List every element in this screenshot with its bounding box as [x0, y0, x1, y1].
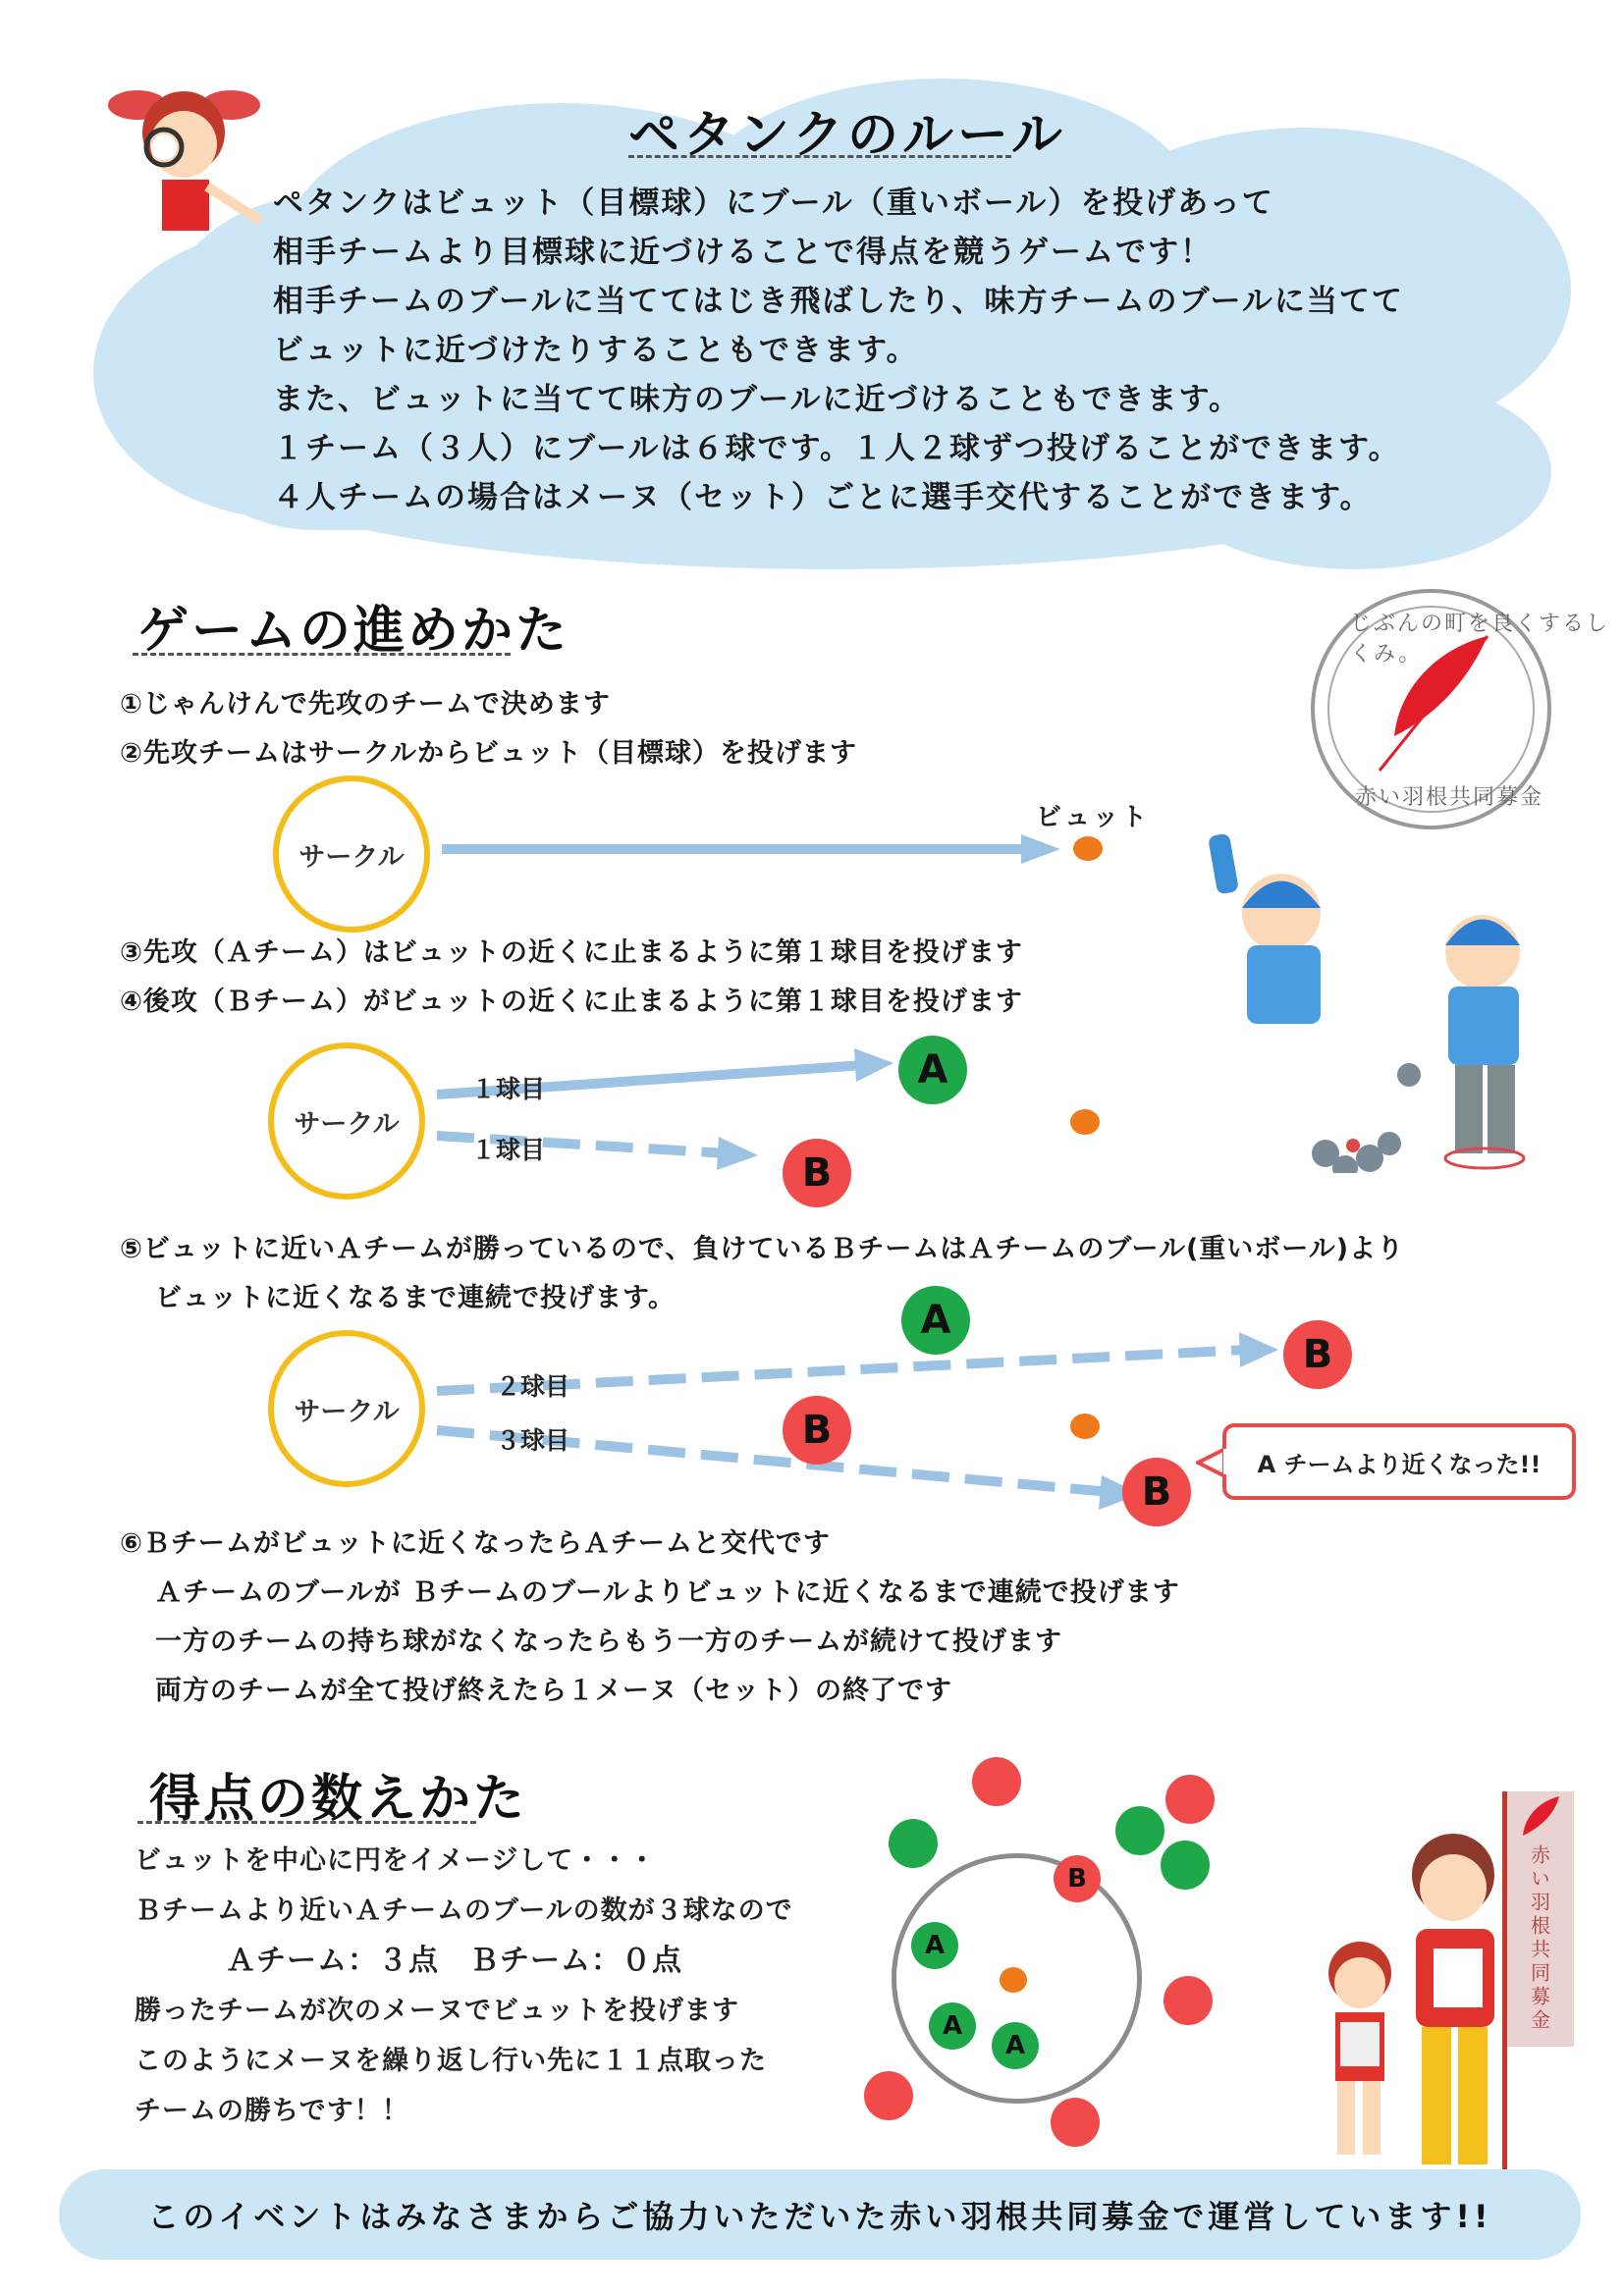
jack-ball: [1073, 836, 1103, 861]
team-a-ball: [898, 1036, 967, 1104]
footer-banner: [59, 2169, 1581, 2260]
scoring-line: Ｂチームより近いＡチームのブールの数が３球なので: [135, 1896, 793, 1926]
team-a-ball: [992, 2022, 1039, 2069]
progress-title: ゲームの進めかた: [137, 602, 570, 661]
throw-label: ２球目: [496, 1372, 570, 1401]
jack-ball: [1070, 1109, 1100, 1135]
step-6-line-4: 両方のチームが全て投げ終えたら１メーヌ（セット）の終了です: [155, 1676, 952, 1706]
team-b-label: B: [1302, 1332, 1333, 1377]
step-1: ①じゃんけんで先攻のチームで決めます: [120, 689, 611, 720]
stamp-top-text: じぶんの町を良くするしくみ。: [1350, 612, 1610, 667]
step-5-line-1: ⑤ビュットに近いＡチームが勝っているので、負けているＢチームはＡチームのブール(重いボール)より: [120, 1234, 1405, 1264]
progress-title-underline: [133, 653, 511, 656]
rules-title-underline: [628, 155, 1011, 158]
footer-text: このイベントはみなさまからご協力いただいた赤い羽根共同募金で運営しています!!: [147, 2198, 1492, 2235]
rules-line: 相手チームのブールに当ててはじき飛ばしたり、味方チームのブールに当てて: [273, 284, 1404, 319]
players-illustration: [1198, 829, 1591, 1173]
rules-title: ペタンクのルール: [628, 106, 1066, 165]
team-b-ball: [783, 1139, 851, 1207]
jack-ball: [1070, 1414, 1100, 1439]
team-a-label: A: [1004, 2031, 1026, 2060]
red-feather-banner: [1505, 1791, 1574, 2047]
throw-arrow: [442, 829, 1070, 869]
team-a-ball: [1115, 1806, 1164, 1855]
stamp-bottom-text: 赤い羽根共同募金: [1355, 785, 1544, 810]
team-b-label: B: [801, 1408, 833, 1453]
scoring-line: 勝ったチームが次のメーヌでビュットを投げます: [135, 1996, 739, 2026]
jack-label: ビュット: [1036, 803, 1151, 832]
team-b-label: B: [1067, 1864, 1087, 1894]
step-6-line-2: Ａチームのブールが Ｂチームのブールよりビュットに近くなるまで連続で投げます: [155, 1577, 1180, 1608]
team-b-ball: [1165, 1775, 1215, 1824]
circle-area: [268, 1042, 425, 1200]
scoring-line: ビュットを中心に円をイメージして・・・: [135, 1845, 657, 1876]
scoring-title: 得点の数えかた: [149, 1770, 528, 1829]
banner-text: 赤い羽根共同募金: [1527, 1844, 1551, 2033]
rules-line: また、ビュットに当てて味方のブールに近づけることもできます。: [273, 382, 1241, 417]
step-4: ④後攻（Ｂチーム）がビュットの近くに止まるように第１球目を投げます: [120, 987, 1023, 1017]
callout-b-closer: [1222, 1423, 1576, 1500]
jack-ball: [1000, 1967, 1027, 1993]
team-b-ball: [1051, 2098, 1100, 2147]
step-5-line-2: ビュットに近くなるまで連続で投げます。: [155, 1283, 676, 1313]
team-b-ball: [783, 1396, 851, 1465]
callout-joint: [1223, 1449, 1229, 1474]
team-b-ball: [1283, 1320, 1352, 1389]
team-a-ball: [901, 1286, 970, 1355]
fundraising-people-illustration: [1306, 1821, 1512, 2169]
circle-label: サークル: [294, 1108, 400, 1140]
step-6-line-1: ⑥Ｂチームがビュットに近くなったらＡチームと交代です: [120, 1528, 831, 1559]
step-3: ③先攻（Ａチーム）はビュットの近くに止まるように第１球目を投げます: [120, 937, 1023, 968]
rules-line: ペタンクはビュット（目標球）にブール（重いボール）を投げあって: [273, 186, 1274, 221]
rules-line: ４人チームの場合はメーヌ（セット）ごとに選手交代することができます。: [273, 480, 1373, 515]
team-b-ball: [1054, 1855, 1101, 1902]
rules-text: [273, 179, 1451, 522]
team-a-ball: [911, 1922, 958, 1969]
team-a-label: A: [942, 2011, 963, 2041]
team-a-ball: [929, 2002, 976, 2050]
callout-text: A チームより近くなった!!: [1257, 1450, 1542, 1478]
circle-area: [268, 1330, 425, 1487]
team-a-ball: [1161, 1841, 1210, 1890]
team-a-label: A: [920, 1298, 951, 1343]
team-b-ball: [864, 2071, 913, 2120]
red-feather-icon: [1505, 1791, 1574, 1841]
throw-label: １球目: [471, 1136, 546, 1164]
throw-label: １球目: [471, 1075, 546, 1103]
scoring-line: チームの勝ちです！！: [135, 2096, 409, 2126]
rules-line: １チーム（３人）にブールは６球です。１人２球ずつ投げることができます。: [273, 431, 1401, 466]
scoring-line: Ａチーム：３点 Ｂチーム：０点: [135, 1944, 682, 1978]
team-a-label: A: [917, 1047, 948, 1093]
step-2: ②先攻チームはサークルからビュット（目標球）を投げます: [120, 738, 858, 769]
team-b-label: B: [1141, 1469, 1172, 1515]
team-b-ball: [1164, 1976, 1213, 2025]
rules-line: ビュットに近づけたりすることもできます。: [273, 333, 919, 368]
team-a-ball: [889, 1819, 938, 1868]
circle-area: [273, 775, 430, 933]
girl-magnifier-illustration: [83, 64, 280, 231]
scoring-title-underline: [137, 1821, 476, 1824]
rules-line: 相手チームより目標球に近づけることで得点を競うゲームです！: [273, 235, 1213, 270]
throw-label: ３球目: [496, 1426, 570, 1455]
scoring-text: [135, 1836, 793, 2136]
scoring-line: このようにメーヌを繰り返し行い先に１１点取った: [135, 2046, 767, 2076]
circle-label: サークル: [294, 1396, 400, 1427]
circle-label: サークル: [298, 841, 405, 873]
team-b-label: B: [801, 1150, 833, 1196]
team-b-ball: [1122, 1458, 1191, 1526]
step-6-line-3: 一方のチームの持ち球がなくなったらもう一方のチームが続けて投げます: [155, 1627, 1062, 1657]
team-a-label: A: [924, 1931, 946, 1960]
team-b-ball: [972, 1757, 1021, 1806]
